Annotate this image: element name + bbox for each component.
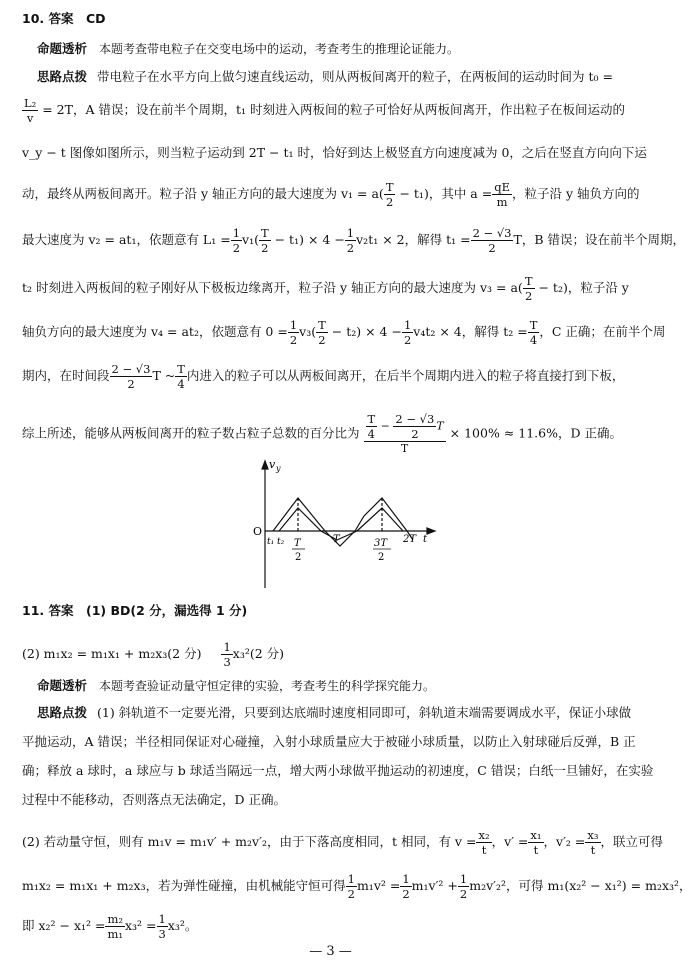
q10-line3: v_y − t 图像如图所示，则当粒子运动到 2T − t₁ 时，恰好到达上极竖直方向速度减为 0，之后在竖直方向向下运 <box>22 145 647 160</box>
q10-mingti-text: 本题考查带电粒子在交变电场中的运动，考查考生的推理论证能力。 <box>99 42 460 56</box>
q10-line8: 期内，在时间段 $\frac{2 - √3}{2}$ T ~ $\frac{T}{4}$ 内进入的粒子可以从两板间离开，在后半个周期内进入的粒子将直接打到下板， <box>22 362 625 391</box>
q11-silu-label: 思路点拨 <box>37 705 88 720</box>
q11-line7: 即 x₂² − x₁² = $\frac{\text{m₂}}{\text{m₁}}$ x₃² = $\frac{1}{3}$ x₃²。 <box>22 912 198 941</box>
q10-line6: t₂ 时刻进入两板间的粒子刚好从下极板边缘离开，粒子沿 y 轴正方向的最大速度为 v₃ = a( $\frac{T}{2}$ − t₂)，粒子沿 y <box>22 274 629 303</box>
q11-line2: 平抛运动，A 错误；半径相同保证对心碰撞，入射小球质量应大于被碰小球质量，以防止入射球碰后反弹，B 正 <box>22 734 636 749</box>
q11-silu-line1: 思路点拨 (1) 斜轨道不一定要光滑，只要到达底端时速度相同即可，斜轨道末端需要调成水平，保证小球做 <box>37 705 632 720</box>
q11-line3: 确；释放 a 球时，a 球应与 b 球适当隔远一点，增大两小球做平抛运动的初速度，C 错误；白纸一旦铺好，在实验 <box>22 763 654 778</box>
q11-mingti-text: 本题考查验证动量守恒定律的实验，考查考生的科学探究能力。 <box>99 679 436 693</box>
q10-mingti <box>37 40 657 58</box>
axis-v-label: v <box>269 458 276 471</box>
tick-T2-den: 2 <box>295 552 302 563</box>
q10-line9: 综上所述，能够从两板间离开的粒子数占粒子总数的百分比为 $\frac{T}{4}$ − $\frac{2 - √3}{2}$ T T × 100% ≈ 11.6%，D 正确。 <box>22 412 622 455</box>
q10-line7: 轴负方向的最大速度为 v₄ = at₂，依题意有 0 = $\frac{1}{2}$ v₃( $\frac{T}{2}$ − t₂) × 4 − $\frac{1}{2}$ v₄t₂ × 4，解得 t₂ = $\frac{T}{4}$ ，C 正确；在前半个周 <box>22 318 666 347</box>
tick-T: T <box>333 534 340 545</box>
v-axis-arrow <box>262 461 268 469</box>
tick-3T2-den: 2 <box>378 552 385 563</box>
q11-line5: (2) 若动量守恒，则有 m₁v = m₁v′ + m₂v′₂，由于下落高度相同，t 相同，有 v = $\frac{\text{x₂}}{t}$ ，v′ = $\frac{\text{x₁}}{t}$ ，v′₂ = $\frac{\text{x₃}}{t}$ ，联立可得 <box>22 828 664 857</box>
tick-T2-num: T <box>294 538 301 549</box>
q10-text-l2: = 2T，A 错误；设在前半个周期，t₁ 时刻进入两板间的粒子可恰好从两板间离开，作出粒子在板间运动的 <box>42 102 625 117</box>
q10-line4: 动，最终从两板间离开。粒子沿 y 轴正方向的最大速度为 v₁ = a( $\frac{T}{2}$ − t₁)，其中 a = $\frac{qE}{m}$ ，粒子沿 y 轴负方向的 <box>22 180 640 209</box>
curve-a <box>273 498 355 546</box>
q11-line6: m₁x₂ = m₁x₁ + m₂x₃，若为弹性碰撞，由机械能守恒可得 $\frac{1}{2}$ m₁v² = $\frac{1}{2}$ m₁v′² + $\frac{1}{2}$ m₂v′₂²，可得 m₁(x₂² − x₁²) = m₂x₃²， <box>22 872 692 901</box>
curve-b <box>279 508 357 540</box>
origin-label: O <box>253 525 263 538</box>
frac-L2-v: $\frac{\text{L₂}}{v}$ <box>24 96 37 125</box>
percentage-fraction: $\frac{T}{4}$ − $\frac{2 - √3}{2}$ T T <box>364 412 446 456</box>
tick-3T2-num: 3T <box>374 538 388 549</box>
q10-line5: 最大速度为 v₂ = at₁，依题意有 L₁ = $\frac{1}{2}$ v₁( $\frac{T}{2}$ − t₁) × 4 − $\frac{1}{2}$ v₂t₁ × 2，解得 t₁ = $\frac{2 - √3}{2}$ T，B 错误；设在前半个周期， <box>22 226 685 255</box>
q10-answer-header: 10. 答案 CD <box>22 11 106 26</box>
vy-t-graph <box>245 458 445 593</box>
axis-v-subscript: y <box>276 464 281 473</box>
q10-silu-label: 思路点拨 <box>37 69 88 84</box>
q10-text-l1: 带电粒子在水平方向上做匀速直线运动，则从两板间离开的粒子，在两板间的运动时间为 t₀ = <box>97 69 613 84</box>
q11-part2-answer: (2) m₁x₂ = m₁x₁ + m₂x₃(2 分) $\frac{1}{3}$ x₃²(2 分) <box>22 640 285 669</box>
q11-mingti <box>37 677 657 695</box>
q11-line4: 过程中不能移动，否则落点无法确定，D 正确。 <box>22 792 286 807</box>
curve-d <box>357 508 403 531</box>
q10-line2 <box>22 96 642 125</box>
q11-answer-header: 11. 答案 (1) BD(2 分，漏选得 1 分) <box>22 603 248 618</box>
q10-mingti-label: 命题透析 <box>37 41 88 56</box>
q11-mingti-label: 命题透析 <box>37 678 88 693</box>
page-number: — 3 — <box>309 944 352 959</box>
q10-silu-line1 <box>37 68 657 86</box>
t2-label: t₂ <box>277 537 285 547</box>
t-axis-arrow <box>427 528 435 534</box>
axis-t-label: t <box>423 534 428 545</box>
t1-label: t₁ <box>267 537 275 547</box>
tick-2T: 2T <box>403 534 417 545</box>
